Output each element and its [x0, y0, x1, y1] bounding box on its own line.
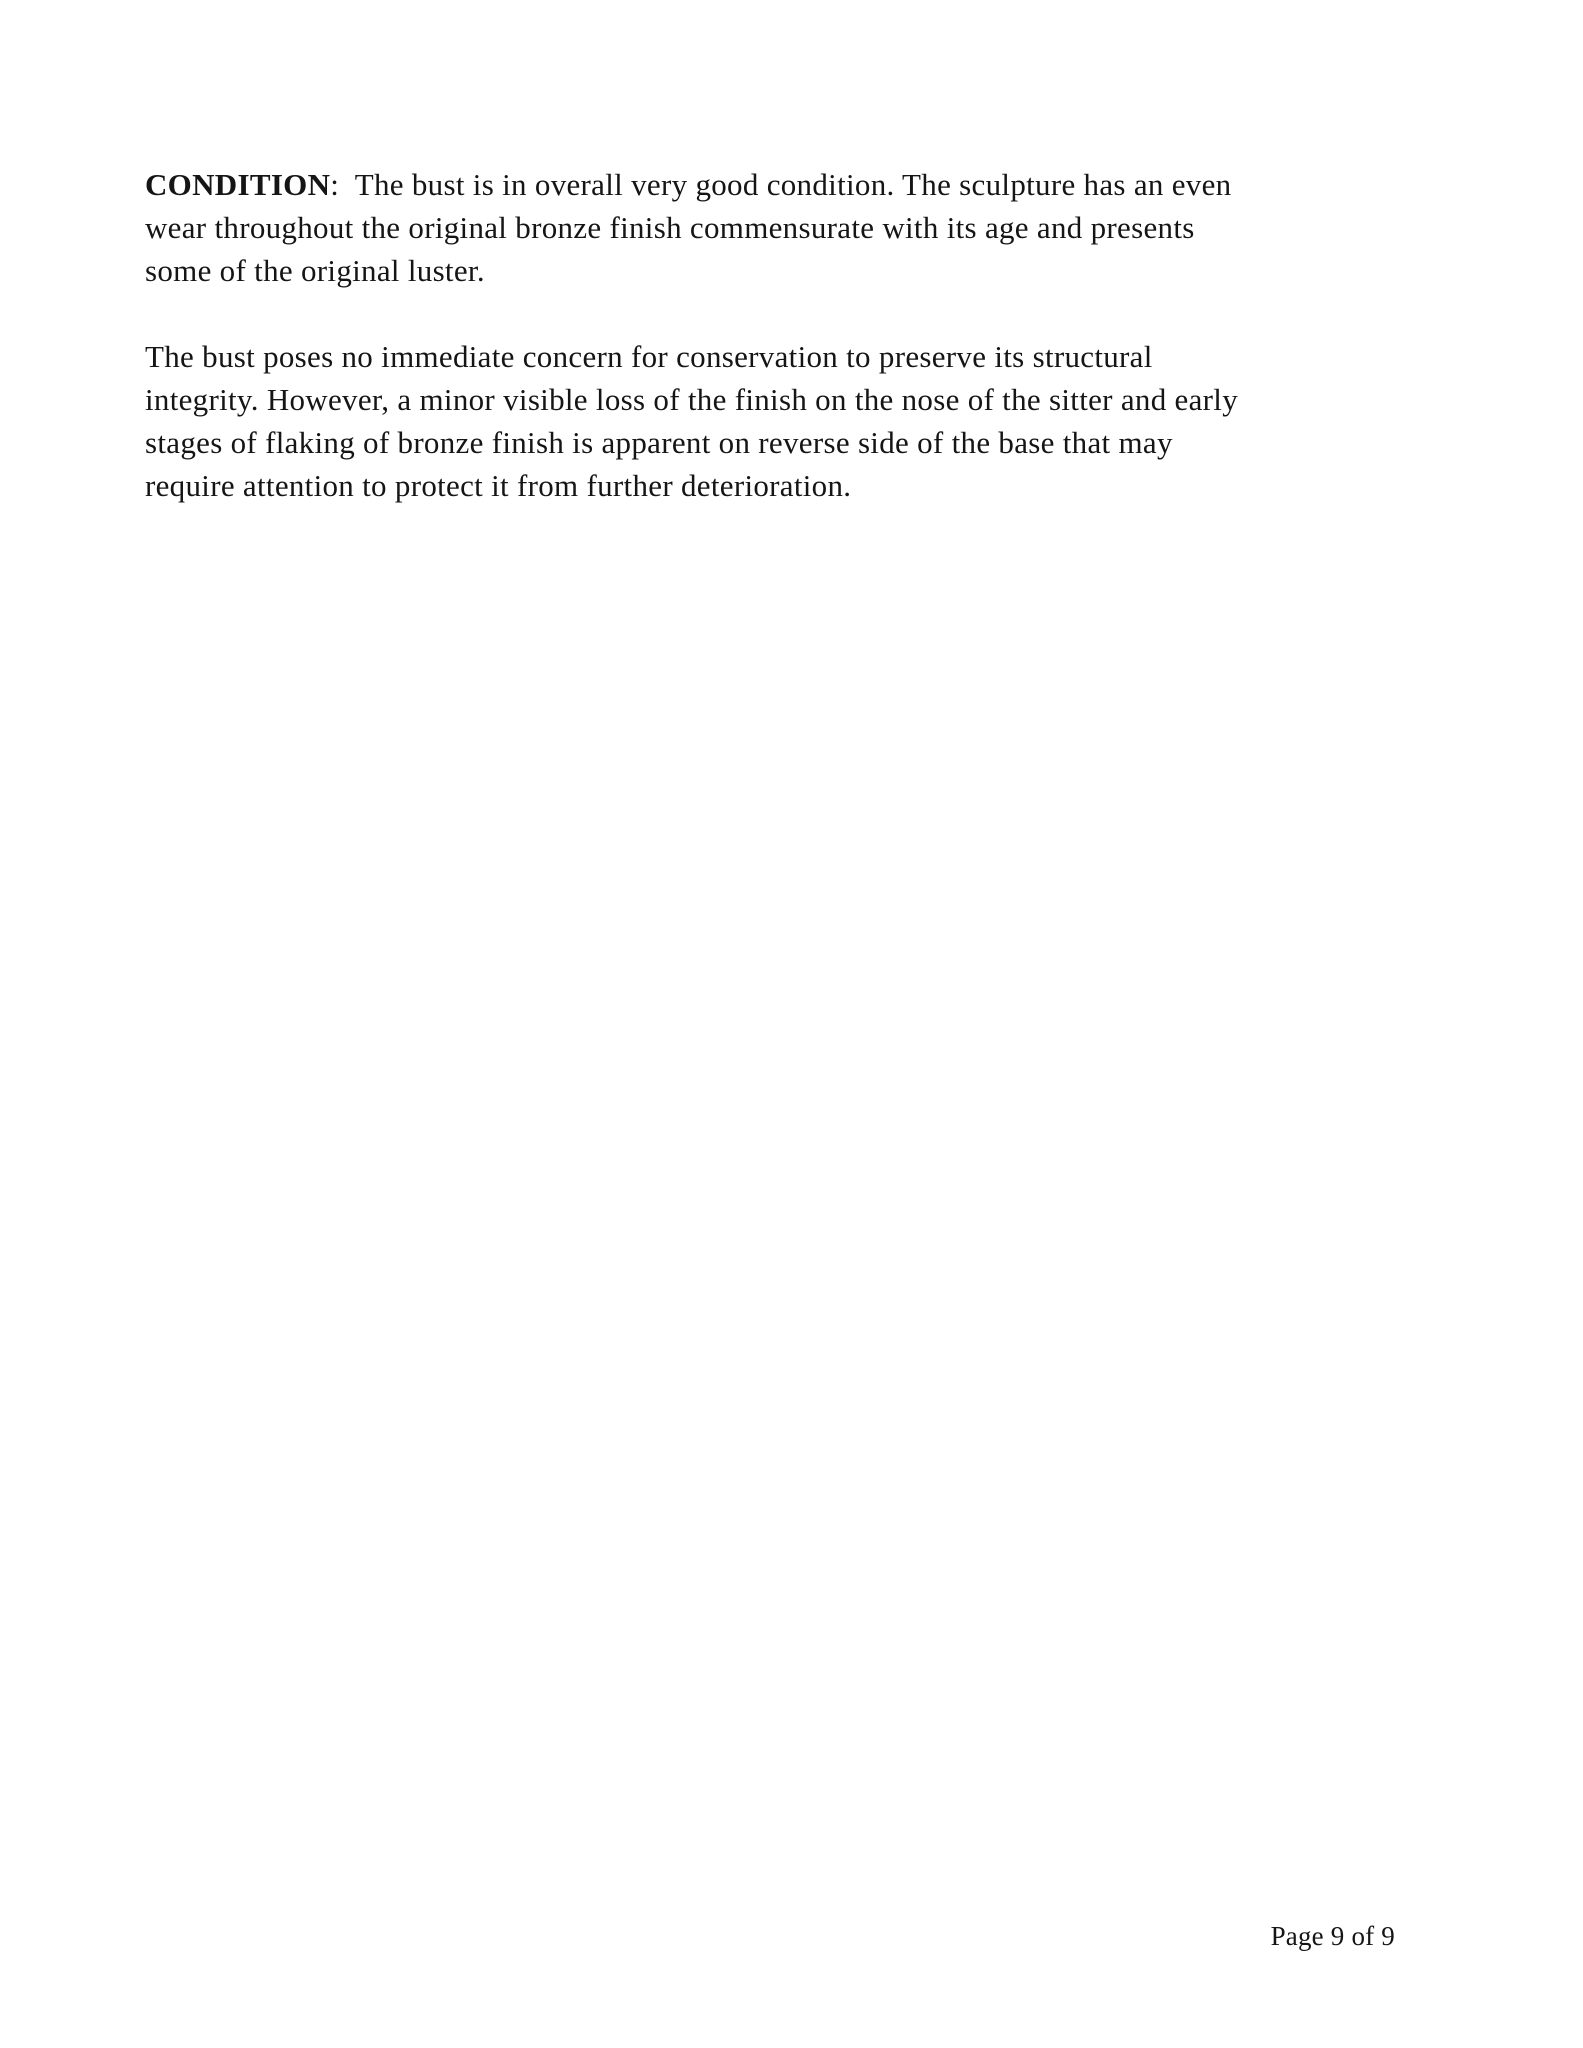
text-line: wear throughout the original bronze finish commensurate with its age and presents	[145, 210, 1195, 245]
condition-label: CONDITION	[145, 167, 331, 202]
text-line: some of the original luster.	[145, 253, 485, 288]
text-line: stages of flaking of bronze finish is apparent on reverse side of the base that may	[145, 425, 1173, 460]
text-line: integrity. However, a minor visible loss of the finish on the nose of the sitter and early	[145, 382, 1239, 417]
text-line	[145, 163, 1445, 206]
conservation-paragraph	[145, 335, 1445, 507]
text-run: : The bust is in overall very good condition. The sculpture has an even	[330, 167, 1232, 202]
text-line: The bust poses no immediate concern for conservation to preserve its structural	[145, 339, 1153, 374]
condition-paragraph	[145, 163, 1445, 292]
document-body	[145, 163, 1445, 550]
page-footer	[1271, 1920, 1395, 1952]
page-number: Page 9 of 9	[1270, 1921, 1395, 1951]
text-line: require attention to protect it from further deterioration.	[145, 468, 852, 503]
